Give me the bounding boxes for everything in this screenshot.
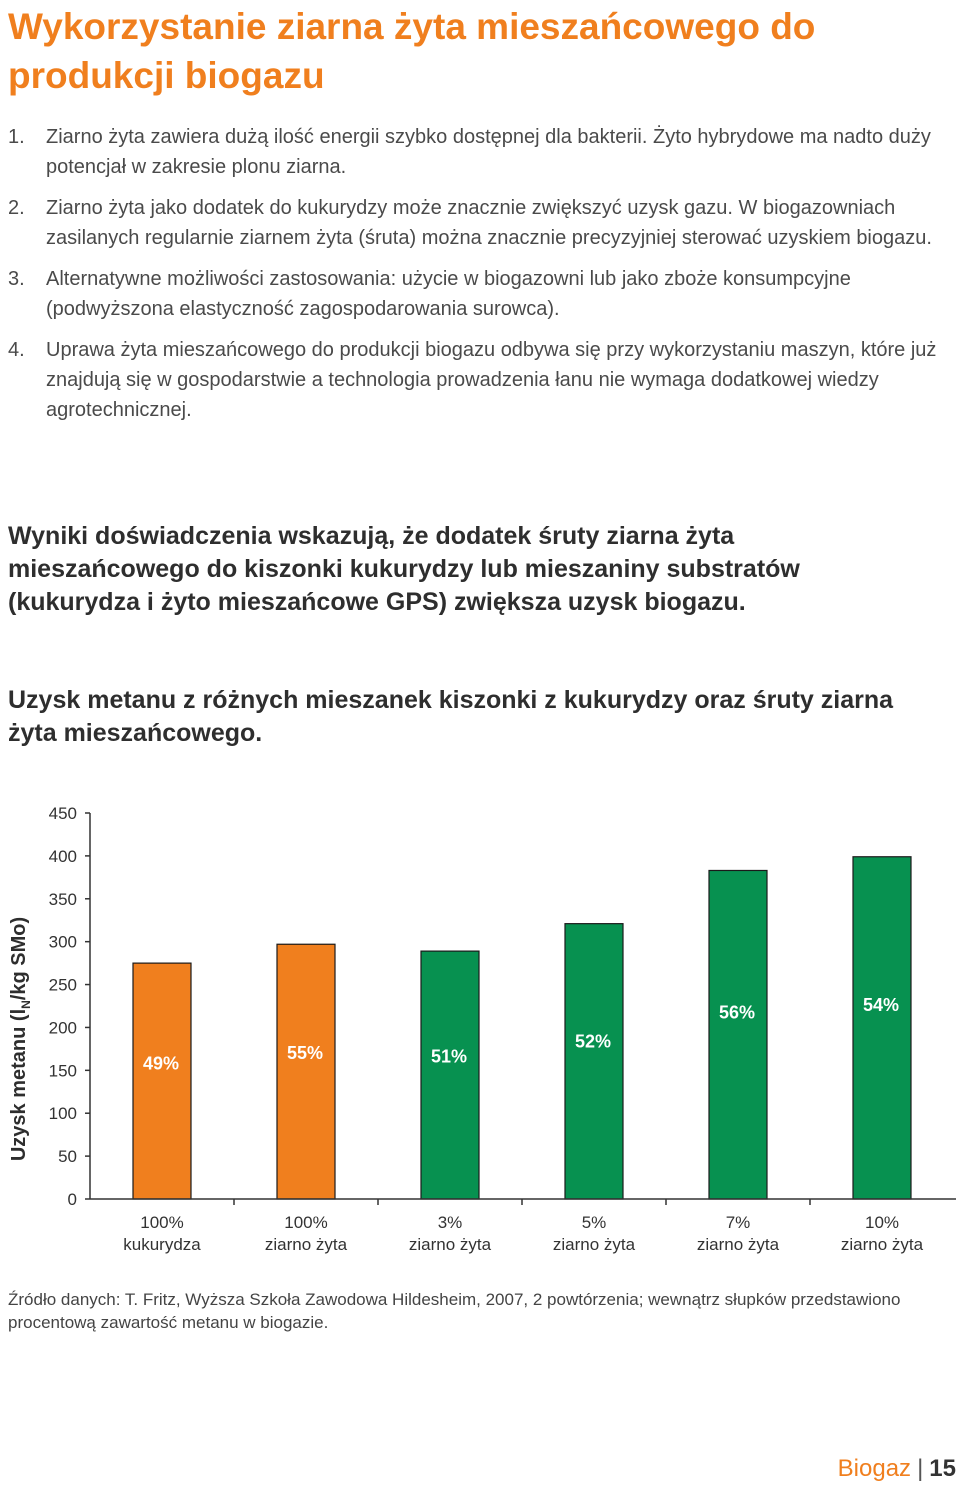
list-item <box>8 122 954 182</box>
x-tick-label: 10% <box>864 1213 900 1232</box>
bar-data-label: 54% <box>862 994 900 1015</box>
footer-section-name: Biogaz <box>837 1455 912 1482</box>
list-item-text: Alternatywne możliwości zastosowania: użycie w biogazowni lub jako zboże konsumpcyjne (podwyższona elastyczność zagospodarowania surowca). <box>46 268 851 320</box>
page-title: Wykorzystanie ziarna żyta mieszańcowego do produkcji biogazu <box>8 6 816 96</box>
list-item <box>8 193 954 253</box>
footer-separator: | <box>917 1455 924 1482</box>
bar <box>133 963 191 1199</box>
y-tick-label: 50 <box>58 1147 77 1167</box>
bar-data-label: 56% <box>718 1002 756 1023</box>
x-tick-label: 100% <box>284 1213 328 1232</box>
bar <box>709 870 767 1199</box>
bar-data-label: 55% <box>286 1042 324 1063</box>
bar-series <box>133 857 911 1199</box>
x-tick-label: kukurydza <box>123 1235 201 1254</box>
methane-yield-chart <box>0 790 960 1270</box>
y-tick-label: 0 <box>67 1190 77 1209</box>
y-axis-label-main: Uzysk metanu (l <box>8 1008 30 1162</box>
list-item-number: 1. <box>8 126 25 148</box>
bar-data-label: 51% <box>430 1046 468 1067</box>
x-tick-label: ziarno żyta <box>264 1235 348 1254</box>
list-item-number: 3. <box>8 268 25 290</box>
list-item <box>8 335 954 425</box>
y-tick-label: 100 <box>48 1104 77 1124</box>
data-source-note: Źródło danych: T. Fritz, Wyższa Szkoła Zawodowa Hildesheim, 2007, 2 powtórzenia; wewnątrz słupków przedstawiono procentową zawartość metanu w biogazie. <box>8 1290 901 1332</box>
y-tick-label: 250 <box>48 975 77 995</box>
y-tick-label: 150 <box>48 1061 77 1081</box>
page-number: 15 <box>929 1455 956 1482</box>
x-axis-labels <box>123 1199 923 1254</box>
y-tick-label: 450 <box>48 804 77 823</box>
y-tick-label: 200 <box>48 1018 77 1038</box>
bar-data-label: 52% <box>574 1031 612 1052</box>
x-tick-label: 3% <box>437 1213 463 1232</box>
lead-paragraph: Wyniki doświadczenia wskazują, że dodatek śruty ziarna żyta mieszańcowego do kiszonki kukurydzy lub mieszaniny substratów (kukurydza i żyto mieszańcowe GPS) zwiększa uzysk biogazu. <box>8 522 800 616</box>
y-tick-label: 300 <box>48 932 77 952</box>
bar-data-label: 49% <box>142 1053 180 1074</box>
x-tick-label: ziarno żyta <box>696 1235 780 1254</box>
y-tick-label: 350 <box>48 889 77 909</box>
x-tick-label: 7% <box>725 1213 751 1232</box>
list-item-number: 4. <box>8 339 25 361</box>
x-tick-label: 5% <box>581 1213 607 1232</box>
y-tick-label: 400 <box>48 846 77 866</box>
bar <box>421 951 479 1199</box>
bar <box>565 924 623 1199</box>
chart-heading: Uzysk metanu z różnych mieszanek kiszonki z kukurydzy oraz śruty ziarna żyta mieszańcowego. <box>8 686 894 747</box>
list-item-text: Ziarno żyta zawiera dużą ilość energii szybko dostępnej dla bakterii. Żyto hybrydowe ma nadto duży potencjał w zakresie plonu ziarna. <box>46 126 931 178</box>
list-item-number: 2. <box>8 197 25 219</box>
list-item-text: Ziarno żyta jako dodatek do kukurydzy może znacznie zwiększyć uzysk gazu. W biogazowniach zasilanych regularnie ziarnem żyta (śruta) można znacznie precyzyjniej sterować uzyskiem biogazu. <box>46 197 932 249</box>
findings-list <box>8 122 954 436</box>
list-item-text: Uprawa żyta mieszańcowego do produkcji biogazu odbywa się przy wykorzystaniu maszyn, które już znajdują się w gospodarstwie a technologia prowadzenia łanu nie wymaga dodatkowej wiedzy agrotechnicznej. <box>46 339 937 421</box>
bar <box>277 944 335 1199</box>
y-axis-label-subscript: N <box>19 1000 33 1009</box>
bar <box>853 857 911 1199</box>
x-tick-label: 100% <box>140 1213 184 1232</box>
y-axis-label-tail: /kg SMo) <box>8 916 30 1001</box>
x-tick-label: ziarno żyta <box>840 1235 924 1254</box>
y-axis-ticks <box>49 804 90 1209</box>
page-footer <box>838 1454 956 1484</box>
list-item <box>8 264 954 324</box>
x-tick-label: ziarno żyta <box>408 1235 492 1254</box>
y-axis-label <box>8 917 33 1161</box>
x-tick-label: ziarno żyta <box>552 1235 636 1254</box>
